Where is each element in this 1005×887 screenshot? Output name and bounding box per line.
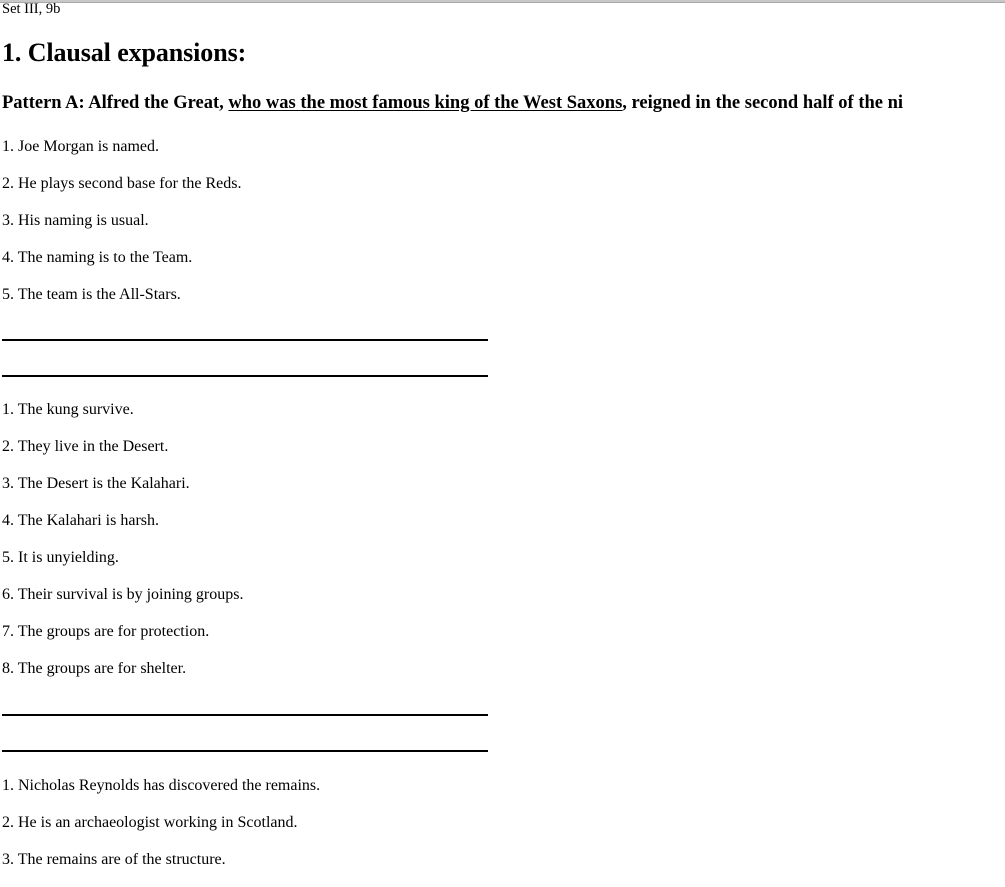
answer-blank-line[interactable]: [2, 736, 488, 752]
list-item: 5. The team is the All-Stars.: [2, 286, 181, 303]
answer-rules-group-2: [2, 700, 488, 752]
list-item: 2. He plays second base for the Reds.: [2, 175, 242, 192]
list-item: 2. He is an archaeologist working in Scotland.: [2, 814, 298, 831]
pattern-trailing-text: , reigned in the second half of the ni: [622, 93, 904, 113]
exercise-list-2: [2, 400, 243, 696]
list-item: 1. The kung survive.: [2, 401, 134, 418]
document-header: Set III, 9b: [2, 1, 61, 17]
exercise-list-3: [2, 776, 320, 887]
answer-blank-line[interactable]: [2, 700, 488, 716]
list-item: 3. His naming is usual.: [2, 212, 149, 229]
answer-blank-line[interactable]: [2, 325, 488, 341]
pattern-underlined-clause: who was the most famous king of the West Saxons: [228, 93, 623, 113]
answer-blank-line[interactable]: [2, 361, 488, 377]
pattern-example-line: [2, 92, 903, 114]
list-item: 3. The Desert is the Kalahari.: [2, 475, 190, 492]
answer-rules-group-1: [2, 325, 488, 377]
list-item: 4. The naming is to the Team.: [2, 249, 193, 266]
pattern-lead-text: Pattern A: Alfred the Great,: [2, 93, 229, 113]
list-item: 6. Their survival is by joining groups.: [2, 586, 244, 603]
list-item: 5. It is unyielding.: [2, 549, 119, 566]
list-item: 2. They live in the Desert.: [2, 438, 169, 455]
list-item: 4. The Kalahari is harsh.: [2, 512, 159, 529]
list-item: 3. The remains are of the structure.: [2, 851, 226, 868]
list-item: 1. Joe Morgan is named.: [2, 138, 160, 155]
list-item: 8. The groups are for shelter.: [2, 660, 187, 677]
exercise-list-1: [2, 137, 242, 322]
list-item: 7. The groups are for protection.: [2, 623, 210, 640]
list-item: 1. Nicholas Reynolds has discovered the remains.: [2, 777, 321, 794]
page-title: 1. Clausal expansions:: [2, 38, 247, 67]
